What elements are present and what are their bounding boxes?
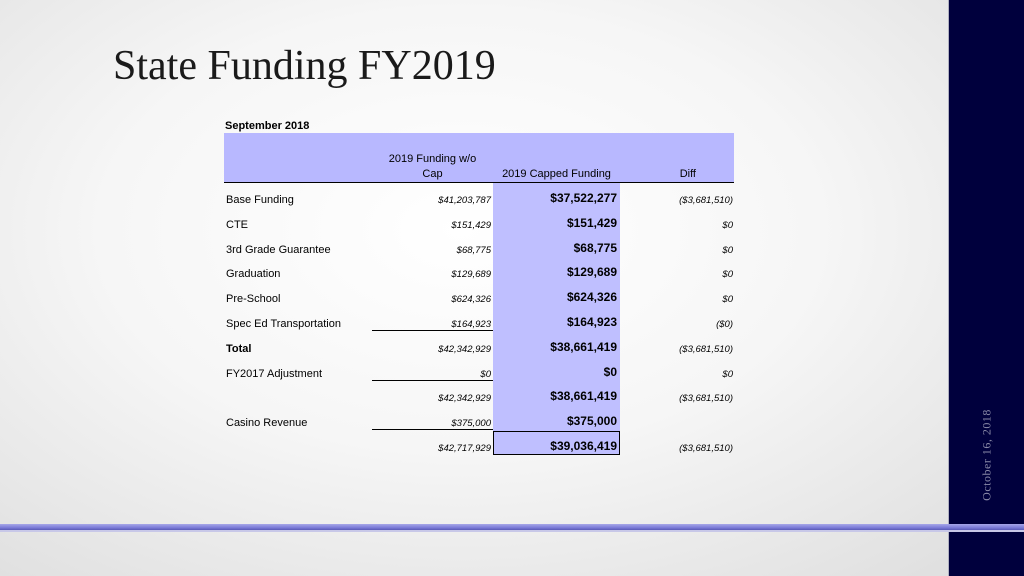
casino-rule — [372, 429, 493, 430]
row-funding: $375,000 — [451, 418, 491, 429]
row-capped: $68,775 — [573, 241, 617, 255]
row-label: Base Funding — [226, 194, 294, 206]
row-capped: $375,000 — [566, 414, 617, 428]
row-funding: $68,775 — [456, 245, 491, 256]
row-funding: $42,717,929 — [438, 443, 491, 454]
row-funding: $42,342,929 — [438, 393, 491, 404]
row-capped: $164,923 — [566, 315, 617, 329]
row-funding: $0 — [480, 369, 491, 380]
table-caption: September 2018 — [225, 120, 310, 132]
row-funding: $42,342,929 — [438, 344, 491, 355]
row-label: CTE — [226, 219, 248, 231]
row-label: Spec Ed Transportation — [226, 318, 341, 330]
header-divider — [224, 182, 734, 183]
row-funding: $624,326 — [451, 294, 491, 305]
row-label: Total — [226, 343, 252, 355]
row-capped: $37,522,277 — [550, 191, 617, 205]
row-capped: $129,689 — [566, 265, 617, 279]
row-diff: ($3,681,510) — [679, 344, 733, 355]
row-diff: $0 — [722, 294, 733, 305]
row-label: Graduation — [226, 268, 281, 280]
header-funding-line2: Cap — [422, 168, 443, 180]
row-diff: ($3,681,510) — [679, 393, 733, 404]
subtotal-rule — [372, 330, 493, 331]
header-capped: 2019 Capped Funding — [502, 168, 611, 180]
header-funding-line1: 2019 Funding w/o — [388, 153, 477, 165]
header-diff: Diff — [679, 168, 696, 180]
row-capped: $624,326 — [566, 290, 617, 304]
row-capped: $38,661,419 — [550, 389, 617, 403]
row-diff: ($3,681,510) — [679, 195, 733, 206]
row-capped: $0 — [603, 365, 617, 379]
slide-title: State Funding FY2019 — [113, 43, 496, 89]
row-capped: $39,036,419 — [550, 439, 617, 453]
grand-total-box — [493, 431, 620, 455]
row-diff: ($3,681,510) — [679, 443, 733, 454]
row-diff: $0 — [722, 220, 733, 231]
row-funding: $164,923 — [451, 319, 491, 330]
adjustment-rule — [372, 380, 493, 381]
row-diff: $0 — [722, 269, 733, 280]
row-label: Pre-School — [226, 293, 281, 305]
row-capped: $38,661,419 — [550, 340, 617, 354]
row-label: FY2017 Adjustment — [226, 368, 323, 380]
row-funding: $129,689 — [451, 269, 491, 280]
row-label: 3rd Grade Guarantee — [226, 244, 331, 256]
row-funding: $151,429 — [451, 220, 491, 231]
row-diff: $0 — [722, 245, 733, 256]
row-capped: $151,429 — [566, 216, 617, 230]
row-funding: $41,203,787 — [438, 195, 491, 206]
bottom-accent-line — [0, 530, 1024, 532]
row-diff: $0 — [722, 369, 733, 380]
row-label: Casino Revenue — [226, 417, 308, 429]
row-diff: ($0) — [716, 319, 733, 330]
slide-date: October 16, 2018 — [979, 409, 994, 501]
